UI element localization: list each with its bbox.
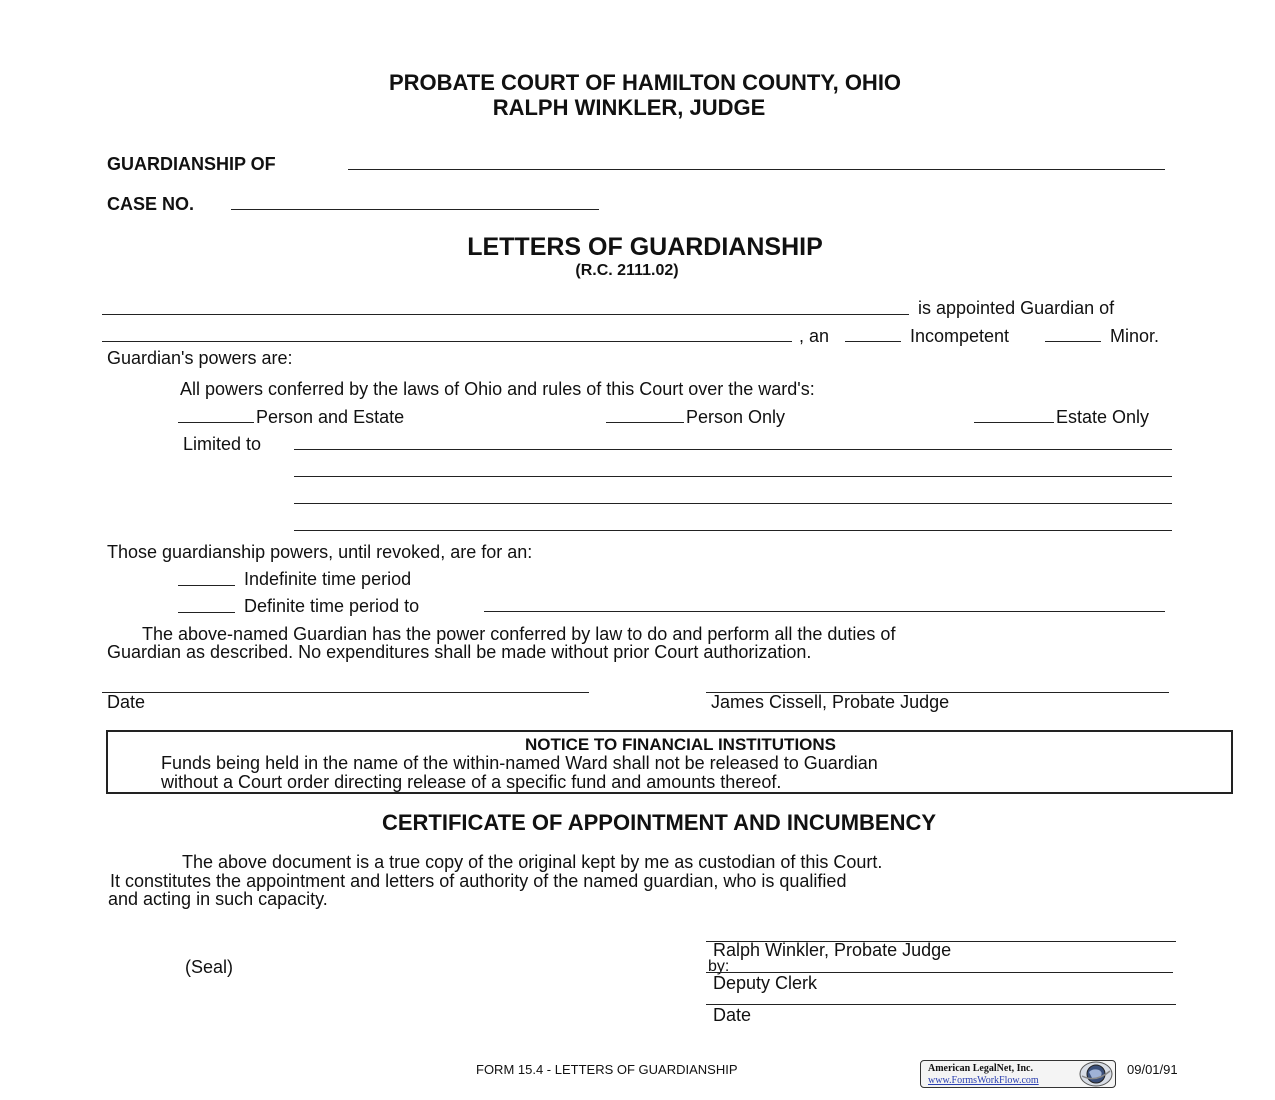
date-signature-line[interactable] [102,692,589,693]
court-name: PROBATE COURT OF HAMILTON COUNTY, OHIO [388,70,902,95]
duties-text-line-2: Guardian as described. No expenditures shall be made without prior Court authorization. [107,642,812,662]
certificate-date-label: Date [713,1005,752,1025]
limited-to-line-4[interactable] [294,530,1172,531]
duties-text-line-1: The above-named Guardian has the power conferred by law to do and perform all the duties of [142,624,896,644]
globe-icon [1079,1061,1113,1087]
case-no-field[interactable] [231,209,599,210]
deputy-clerk-label: Deputy Clerk [713,973,818,993]
limited-to-line-1[interactable] [294,449,1172,450]
an-text: , an [799,326,830,346]
person-and-estate-checkbox[interactable] [178,422,254,423]
estate-only-checkbox[interactable] [974,422,1054,423]
publisher-logo [920,1060,1116,1088]
logo-website[interactable]: www.FormsWorkFlow.com [928,1075,1039,1086]
guardianship-of-label: GUARDIANSHIP OF [107,154,276,174]
by-label: by: [708,958,730,975]
form-id: FORM 15.4 - LETTERS OF GUARDIANSHIP [476,1062,738,1077]
certificate-line-3: and acting in such capacity. [108,889,328,909]
incompetent-checkbox[interactable] [845,341,901,342]
definite-checkbox[interactable] [178,612,235,613]
limited-to-line-2[interactable] [294,476,1172,477]
statute-reference: (R.C. 2111.02) [575,262,679,279]
revision-date: 09/01/91 [1127,1062,1178,1077]
definite-date-field[interactable] [484,611,1165,612]
document-title: LETTERS OF GUARDIANSHIP [467,233,823,261]
certificate-line-2: It constitutes the appointment and letters of authority of the named guardian, who is qualified [110,871,847,891]
minor-checkbox[interactable] [1045,341,1101,342]
date-label: Date [107,692,146,712]
judge-name: RALPH WINKLER, JUDGE [492,95,766,120]
estate-only-label: Estate Only [1056,407,1150,427]
notice-title: NOTICE TO FINANCIAL INSTITUTIONS [524,735,837,754]
appointed-text: is appointed Guardian of [918,298,1115,318]
indefinite-checkbox[interactable] [178,585,235,586]
limited-to-label: Limited to [183,434,262,454]
duration-heading: Those guardianship powers, until revoked, are for an: [107,542,533,562]
guardian-name-field[interactable] [102,314,909,315]
certificate-judge-label: Ralph Winkler, Probate Judge [713,940,952,960]
powers-heading: Guardian's powers are: [107,348,293,368]
logo-company: American LegalNet, Inc. [928,1063,1033,1074]
indefinite-label: Indefinite time period [244,569,412,589]
guardianship-of-field[interactable] [348,169,1165,170]
seal-label: (Seal) [185,957,234,977]
limited-to-line-3[interactable] [294,503,1172,504]
person-only-checkbox[interactable] [606,422,684,423]
case-no-label: CASE NO. [107,194,195,214]
all-powers-text: All powers conferred by the laws of Ohio and rules of this Court over the ward's: [180,379,815,399]
person-and-estate-label: Person and Estate [256,407,405,427]
person-only-label: Person Only [686,407,786,427]
incompetent-label: Incompetent [910,326,1010,346]
notice-line-1: Funds being held in the name of the within-named Ward shall not be released to Guardian [161,753,878,773]
certificate-line-1: The above document is a true copy of the original kept by me as custodian of this Court. [182,852,883,872]
certificate-title: CERTIFICATE OF APPOINTMENT AND INCUMBENCY [381,810,937,835]
definite-label: Definite time period to [244,596,420,616]
minor-label: Minor. [1110,326,1160,346]
ward-name-field[interactable] [102,341,792,342]
judge-signature-label: James Cissell, Probate Judge [711,692,950,712]
notice-line-2: without a Court order directing release of a specific fund and amounts thereof. [161,772,782,792]
certificate-date-line[interactable] [706,1004,1176,1005]
